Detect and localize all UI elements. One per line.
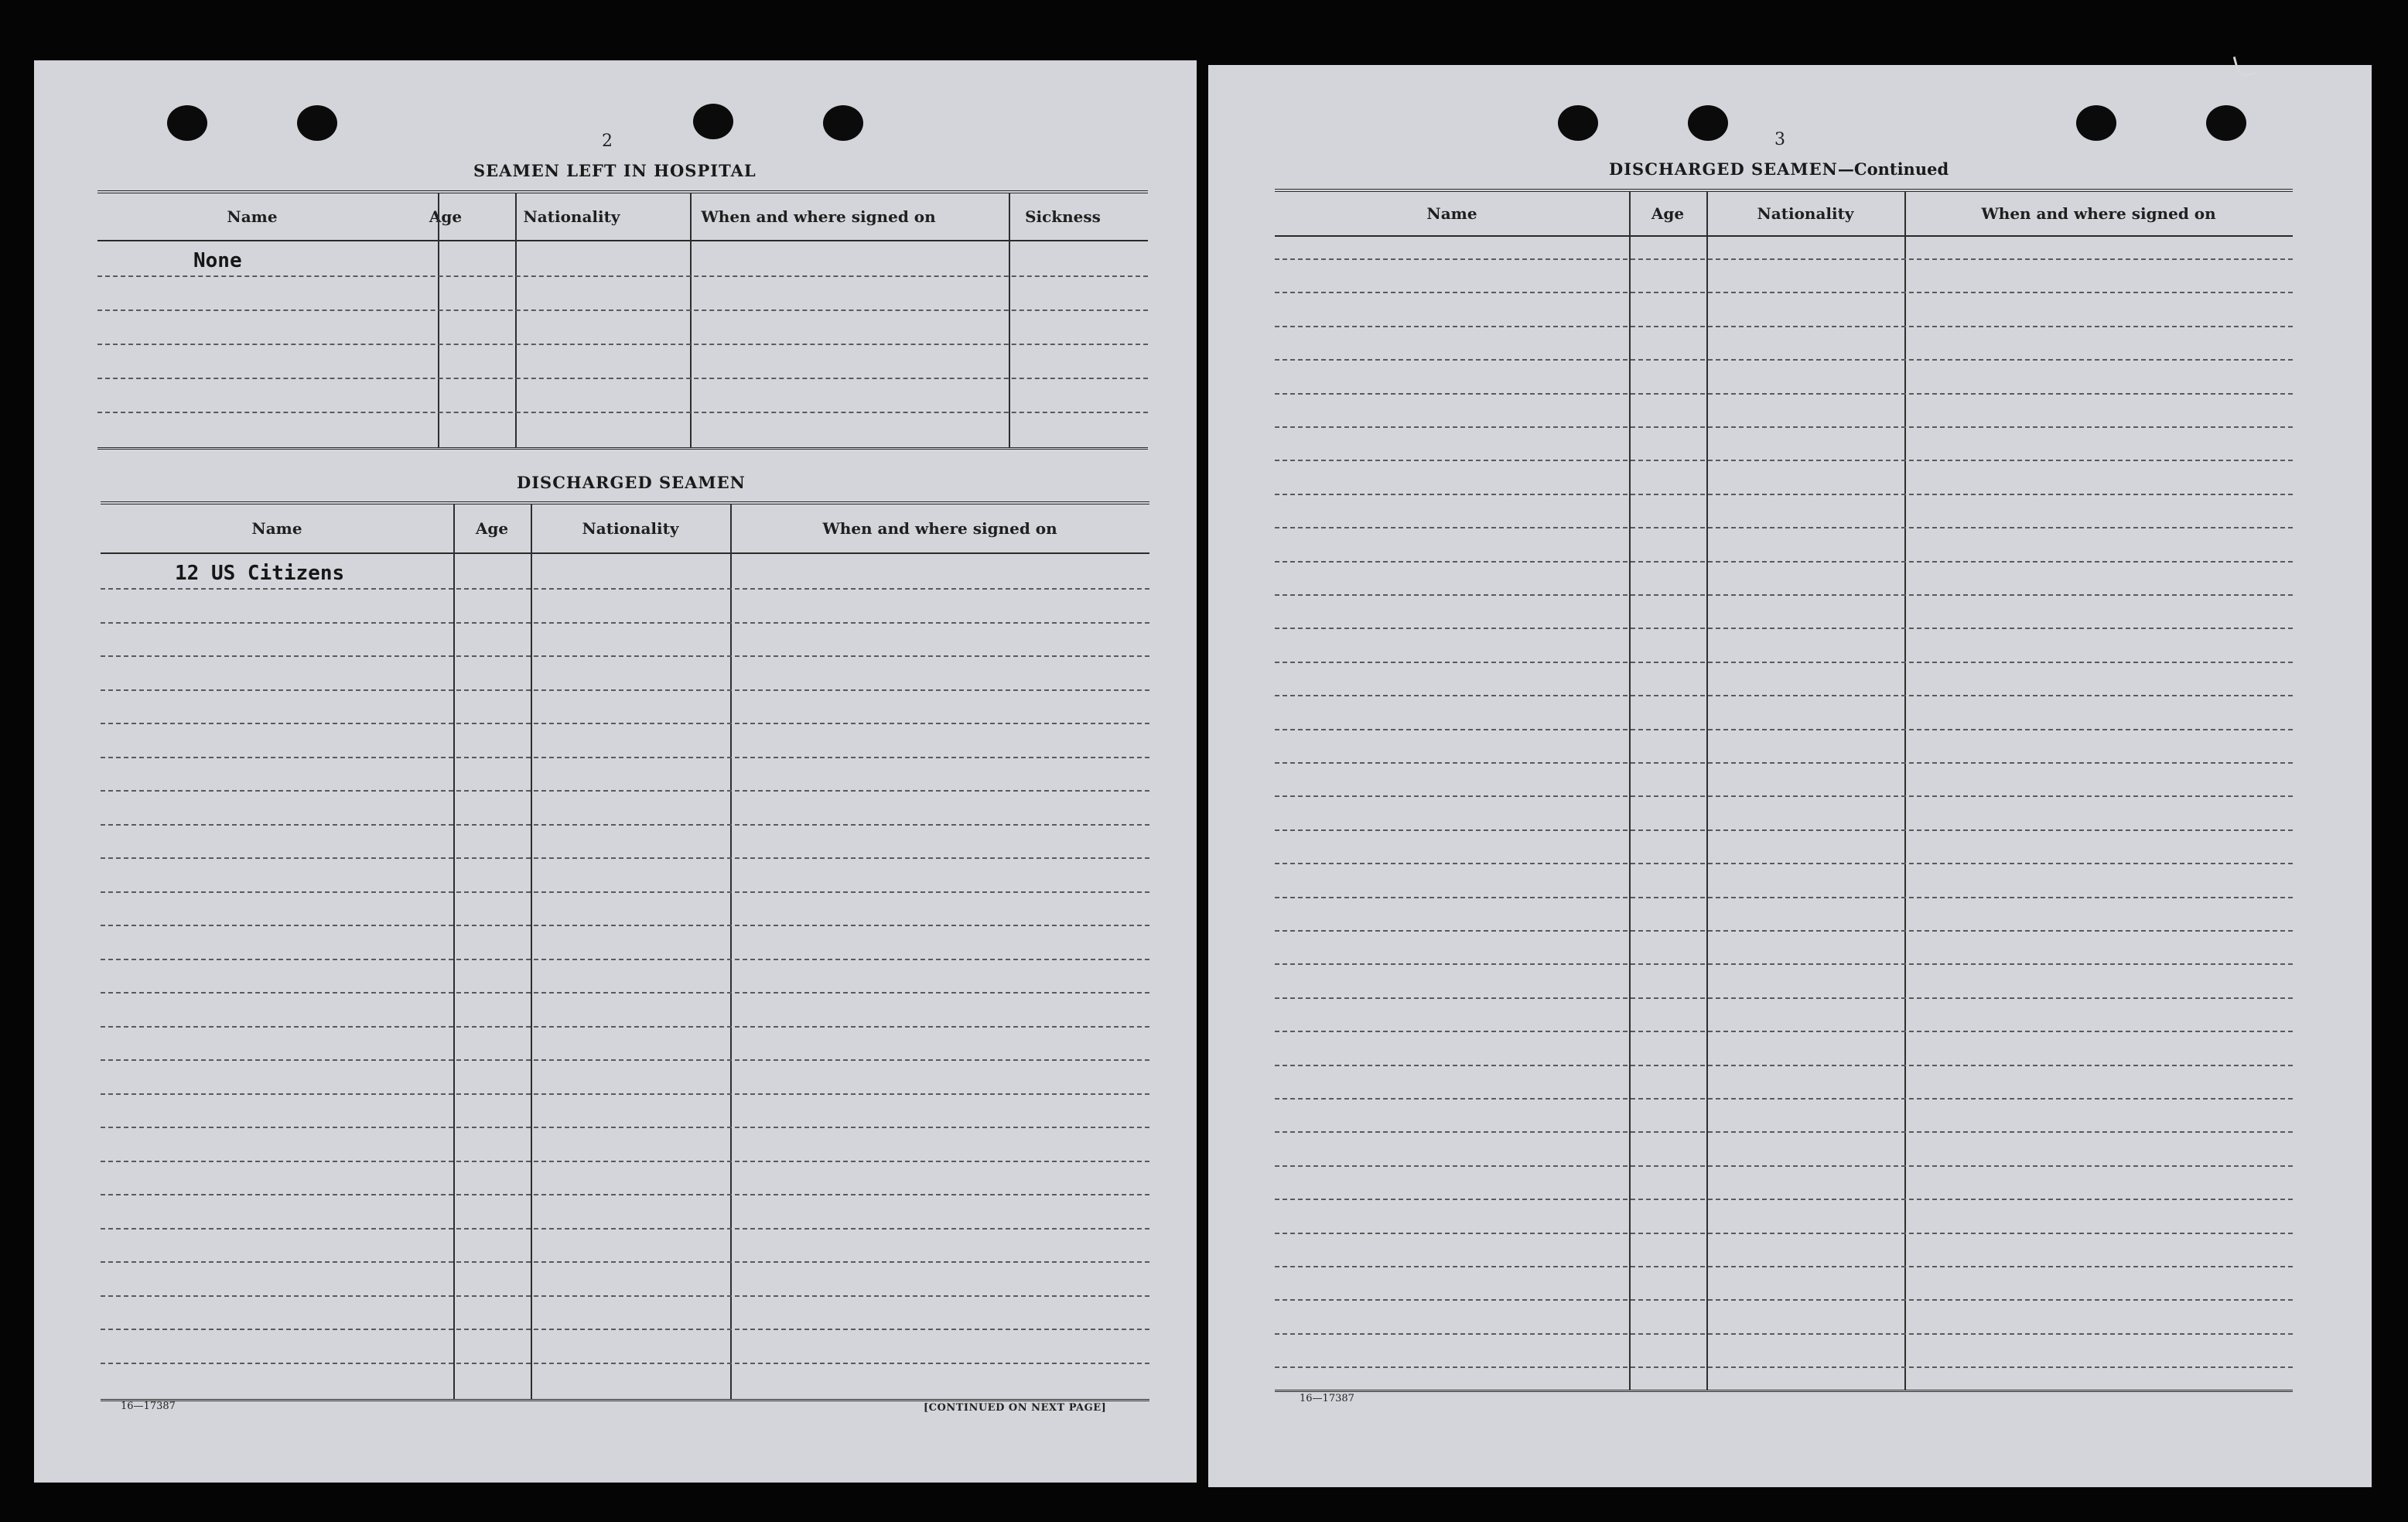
row-rule (1275, 628, 2293, 629)
row-rule (1275, 829, 2293, 831)
row-rule (101, 1127, 1149, 1128)
punch-hole (693, 104, 733, 139)
header-nationality: Nationality (523, 207, 620, 226)
row-rule (97, 412, 1148, 413)
column-divider (1706, 192, 1708, 1390)
row-rule (101, 1093, 1149, 1095)
form-code: 16—17387 (121, 1401, 176, 1412)
row-rule (1275, 662, 2293, 663)
row-rule (1275, 1098, 2293, 1100)
row-rule (1275, 795, 2293, 797)
punch-hole (297, 105, 337, 141)
row-rule (97, 378, 1148, 379)
header-nationality: Nationality (1757, 204, 1854, 223)
row-rule (1275, 1366, 2293, 1368)
row-rule (101, 824, 1149, 826)
title-main: DISCHARGED SEAMEN (1609, 159, 1838, 179)
header-age: Age (1651, 204, 1685, 223)
row-rule (1275, 1165, 2293, 1167)
header-when-where: When and where signed on (822, 519, 1057, 538)
row-rule (1275, 393, 2293, 395)
row-rule (97, 275, 1148, 277)
page-number: 3 (1774, 130, 1785, 149)
row-rule (97, 344, 1148, 345)
row-rule (101, 891, 1149, 893)
row-rule (1275, 1065, 2293, 1066)
header-name: Name (227, 207, 278, 226)
row-rule (1275, 326, 2293, 327)
row-rule (1275, 359, 2293, 361)
row-rule (101, 655, 1149, 657)
discharged-entry: 12 US Citizens (175, 562, 345, 585)
column-divider (1629, 192, 1631, 1390)
row-rule (1275, 695, 2293, 696)
row-rule (101, 723, 1149, 724)
row-rule (1275, 863, 2293, 864)
column-divider (1904, 192, 1906, 1390)
discharged-continued-table (1275, 189, 2293, 1392)
row-rule (1275, 561, 2293, 563)
row-rule (101, 1295, 1149, 1297)
row-rule (101, 959, 1149, 960)
right-page (1208, 65, 2372, 1487)
column-divider (453, 504, 455, 1399)
header-when-where: When and where signed on (701, 207, 936, 226)
row-rule (1275, 997, 2293, 999)
row-rule (1275, 527, 2293, 528)
row-rule (1275, 963, 2293, 965)
row-rule (101, 1363, 1149, 1364)
header-nationality: Nationality (582, 519, 679, 538)
row-rule (1275, 494, 2293, 495)
column-divider (531, 504, 532, 1399)
row-rule (97, 310, 1148, 311)
punch-hole (2206, 105, 2246, 141)
row-rule (1275, 258, 2293, 260)
column-divider (690, 193, 692, 447)
row-rule (1275, 930, 2293, 932)
row-rule (1275, 897, 2293, 898)
hospital-entry: None (193, 249, 242, 272)
row-rule (101, 1228, 1149, 1230)
continued-table-header (1275, 192, 2293, 237)
row-rule (101, 1329, 1149, 1330)
row-rule (101, 1026, 1149, 1028)
discharged-continued-title (1609, 159, 1949, 179)
row-rule (1275, 762, 2293, 764)
row-rule (1275, 1199, 2293, 1200)
row-rule (101, 1059, 1149, 1061)
row-rule (101, 857, 1149, 859)
discharged-section-title: DISCHARGED SEAMEN (517, 473, 746, 492)
header-age: Age (475, 519, 509, 538)
punch-hole (823, 105, 863, 141)
row-rule (1275, 426, 2293, 428)
discharged-table (101, 501, 1149, 1401)
row-rule (1275, 1233, 2293, 1234)
form-code: 16—17387 (1300, 1393, 1354, 1404)
header-name: Name (1426, 204, 1477, 223)
column-divider (515, 193, 517, 447)
row-rule (1275, 292, 2293, 293)
punch-hole (1688, 105, 1728, 141)
row-rule (101, 925, 1149, 926)
header-age: Age (429, 207, 463, 226)
row-rule (1275, 1031, 2293, 1032)
header-when-where: When and where signed on (1981, 204, 2216, 223)
discharged-table-header (101, 504, 1149, 554)
left-page (34, 60, 1197, 1483)
row-rule (101, 1261, 1149, 1263)
row-rule (101, 622, 1149, 624)
row-rule (101, 1161, 1149, 1162)
continued-note: [CONTINUED ON NEXT PAGE] (924, 1402, 1107, 1414)
hospital-table-header (97, 193, 1148, 241)
row-rule (101, 1194, 1149, 1195)
column-divider (730, 504, 732, 1399)
row-rule (101, 689, 1149, 691)
page-number: 2 (602, 132, 613, 151)
punch-hole (2076, 105, 2116, 141)
row-rule (101, 757, 1149, 758)
title-suffix: —Continued (1837, 159, 1949, 179)
hospital-table (97, 190, 1148, 450)
punch-hole (1558, 105, 1598, 141)
row-rule (101, 790, 1149, 792)
punch-hole (167, 105, 207, 141)
row-rule (1275, 1131, 2293, 1133)
column-divider (1009, 193, 1010, 447)
row-rule (1275, 729, 2293, 730)
row-rule (1275, 594, 2293, 596)
column-divider (438, 193, 439, 447)
header-name: Name (251, 519, 302, 538)
row-rule (101, 992, 1149, 994)
hospital-section-title: SEAMEN LEFT IN HOSPITAL (473, 161, 757, 180)
row-rule (1275, 1266, 2293, 1267)
header-sickness: Sickness (1025, 207, 1101, 226)
row-rule (1275, 460, 2293, 461)
row-rule (1275, 1333, 2293, 1335)
row-rule (1275, 1299, 2293, 1301)
row-rule (101, 588, 1149, 590)
